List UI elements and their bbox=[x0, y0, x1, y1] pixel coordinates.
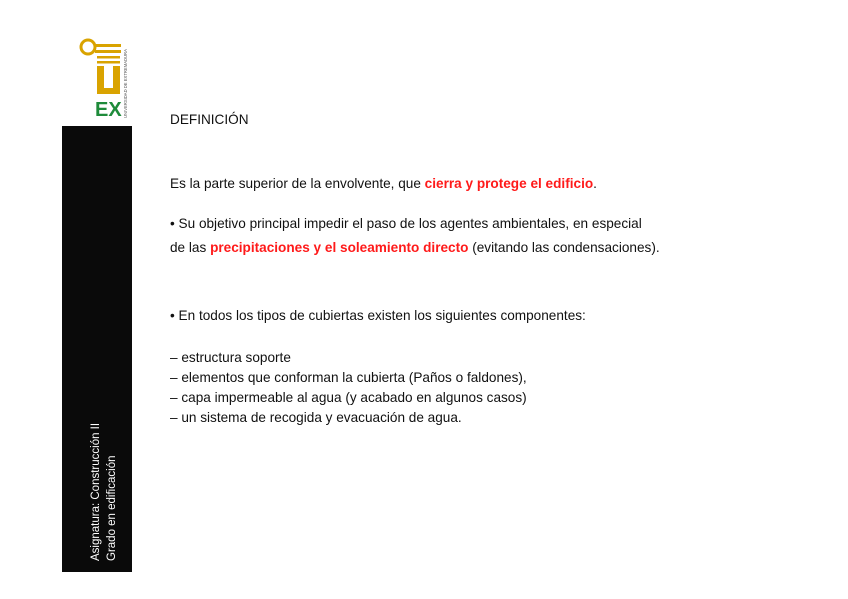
components-intro: • En todos los tipos de cubiertas existen los siguientes componentes: bbox=[170, 308, 586, 323]
list-item: – elementos que conforman la cubierta (Paños o faldones), bbox=[170, 370, 527, 385]
definition-text-end: . bbox=[593, 176, 597, 191]
logo-letters: EX bbox=[95, 99, 122, 120]
objective-highlight: precipitaciones y el soleamiento directo bbox=[210, 240, 469, 255]
logo-vertical-text: UNIVERSIDAD DE EXTREMADURA bbox=[123, 49, 128, 118]
objective-text-start: de las bbox=[170, 240, 211, 255]
list-item: – un sistema de recogida y evacuación de agua. bbox=[170, 410, 462, 425]
university-logo bbox=[76, 36, 132, 120]
definition-highlight: cierra y protege el edificio bbox=[424, 176, 594, 191]
subject-label: Asignatura: Construcción II bbox=[90, 422, 102, 561]
objective-line-1: • Su objetivo principal impedir el paso de los agentes ambientales, en especial bbox=[170, 216, 642, 231]
objective-line-2 bbox=[170, 238, 810, 258]
list-item: – capa impermeable al agua (y acabado en algunos casos) bbox=[170, 390, 527, 405]
list-item: – estructura soporte bbox=[170, 350, 291, 365]
uex-logo-icon bbox=[76, 36, 132, 120]
definition-text-start: Es la parte superior de la envolvente, que bbox=[170, 176, 425, 191]
degree-label: Grado en edificación bbox=[106, 455, 118, 561]
definition-paragraph bbox=[170, 174, 810, 194]
slide-content bbox=[170, 110, 810, 428]
objective-text-end: (evitando las condensaciones). bbox=[468, 240, 660, 255]
sidebar-caption bbox=[88, 423, 120, 561]
section-heading: DEFINICIÓN bbox=[170, 112, 249, 127]
